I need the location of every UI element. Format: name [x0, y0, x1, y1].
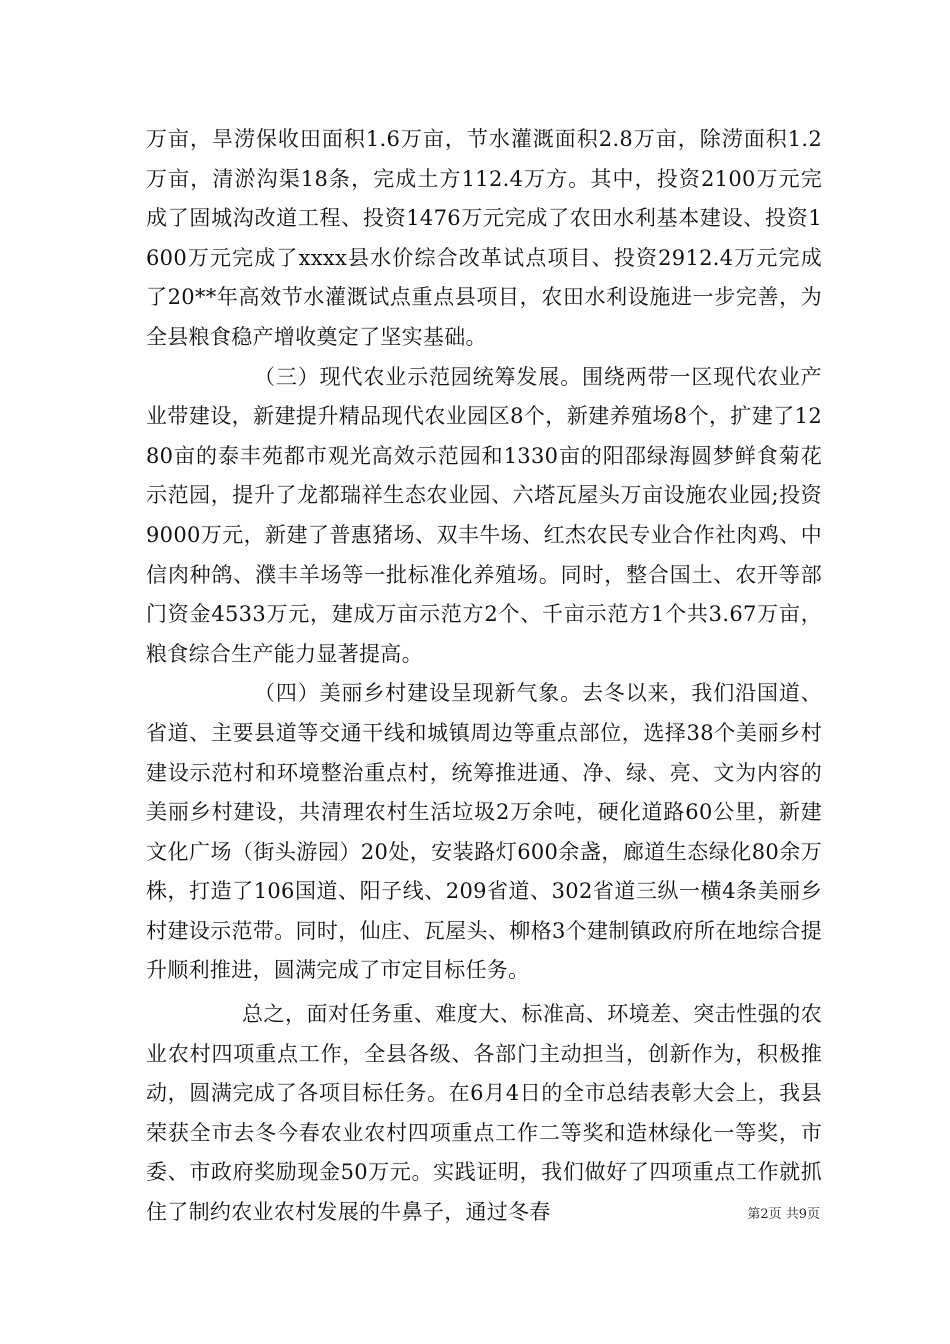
- paragraph-continuation: 万亩，旱涝保收田面积1.6万亩，节水灌溉面积2.8万亩，除涝面积1.2万亩，清淤沟渠18条，完成土方112.4万方。其中，投资2100万元完成了固城沟改道工程、投资1476万元完成了农田水利基本建设、投资1600万元完成了xxxx县水价综合改革试点项目、投资2912.4万元完成了20**年高效节水灌溉试点重点县项目，农田水利设施进一步完善，为全县粮食稳产增收奠定了坚实基础。: [146, 127, 822, 349]
- document-body: [146, 120, 822, 1233]
- paragraph-section-three: （三）现代农业示范园统筹发展。围绕两带一区现代农业产业带建设，新建提升精品现代农业园区8个，新建养殖场8个，扩建了1280亩的泰丰苑都市观光高效示范园和1330亩的阳邵绿海圆梦鲜食菊花示范园，提升了龙都瑞祥生态农业园、六塔瓦屋头万亩设施农业园;投资9000万元，新建了普惠猪场、双丰牛场、红杰农民专业合作社肉鸡、中信肉种鸽、濮丰羊场等一批标准化养殖场。同时，整合国土、农开等部门资金4533万元，建成万亩示范方2个、千亩示范方1个共3.67万亩，粮食综合生产能力显著提高。: [146, 364, 822, 666]
- page-number-footer: 第2页 共9页: [747, 1207, 820, 1222]
- paragraph-summary: 总之，面对任务重、难度大、标准高、环境差、突击性强的农业农村四项重点工作，全县各级、各部门主动担当，创新作为，积极推动，圆满完成了各项目标任务。在6月4日的全市总结表彰大会上，我县荣获全市去冬今春农业农村四项重点工作二等奖和造林绿化一等奖，市委、市政府奖励现金50万元。实践证明，我们做好了四项重点工作就抓住了制约农业农村发展的牛鼻子，通过冬春: [146, 1002, 822, 1225]
- paragraph-section-four: （四）美丽乡村建设呈现新气象。去冬以来，我们沿国道、省道、主要县道等交通干线和城镇周边等重点部位，选择38个美丽乡村建设示范村和环境整治重点村，统筹推进通、净、绿、亮、文为内容的美丽乡村建设，共清理农村生活垃圾2万余吨，硬化道路60公里，新建文化广场（街头游园）20处，安装路灯600余盏，廊道生态绿化80余万株，打造了106国道、阳子线、209省道、302省道三纵一横4条美丽乡村建设示范带。同时，仙庄、瓦屋头、柳格3个建制镇政府所在地综合提升顺利推进，圆满完成了市定目标任务。: [146, 681, 822, 983]
